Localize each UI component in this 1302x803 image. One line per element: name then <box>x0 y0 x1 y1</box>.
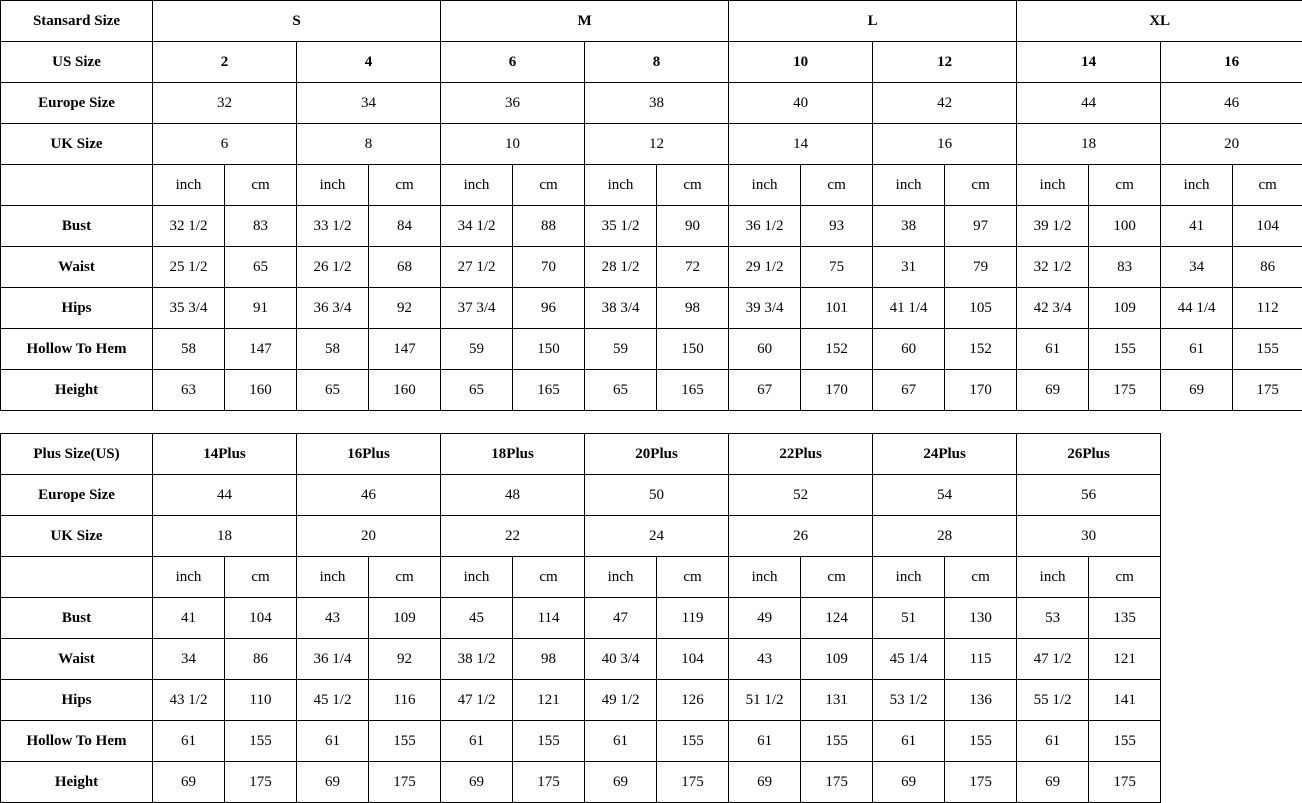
height-cm: 160 <box>369 370 441 411</box>
bust-inch: 49 <box>729 598 801 639</box>
uk-size-value: 30 <box>1017 516 1161 557</box>
uk-size-value: 24 <box>585 516 729 557</box>
height-inch: 69 <box>1161 370 1233 411</box>
hips-cm: 105 <box>945 288 1017 329</box>
waist-cm: 83 <box>1089 247 1161 288</box>
plus-size-table <box>0 433 1161 803</box>
europe-size-value: 36 <box>441 83 585 124</box>
table-row <box>1 124 1302 165</box>
bust-inch: 38 <box>873 206 945 247</box>
hollow-to-hem-inch: 61 <box>441 721 513 762</box>
row-label-waist: Waist <box>1 639 153 680</box>
plus-size-value: 18Plus <box>441 434 585 475</box>
europe-size-value: 50 <box>585 475 729 516</box>
us-size-value: 10 <box>729 42 873 83</box>
waist-cm: 115 <box>945 639 1017 680</box>
unit-label-inch: inch <box>873 165 945 206</box>
unit-label-cm: cm <box>945 165 1017 206</box>
unit-label-inch: inch <box>873 557 945 598</box>
row-label-europe-size: Europe Size <box>1 475 153 516</box>
height-cm: 165 <box>657 370 729 411</box>
hollow-to-hem-inch: 61 <box>153 721 225 762</box>
uk-size-value: 10 <box>441 124 585 165</box>
table-row <box>1 721 1161 762</box>
unit-label-inch: inch <box>153 557 225 598</box>
hips-cm: 92 <box>369 288 441 329</box>
us-size-value: 2 <box>153 42 297 83</box>
hollow-to-hem-inch: 59 <box>585 329 657 370</box>
hollow-to-hem-inch: 61 <box>1017 329 1089 370</box>
hollow-to-hem-cm: 150 <box>657 329 729 370</box>
height-inch: 63 <box>153 370 225 411</box>
row-label-hollow-to-hem: Hollow To Hem <box>1 329 153 370</box>
row-label-uk-size: UK Size <box>1 124 153 165</box>
hollow-to-hem-inch: 58 <box>153 329 225 370</box>
waist-cm: 65 <box>225 247 297 288</box>
hips-cm: 109 <box>1089 288 1161 329</box>
waist-cm: 86 <box>225 639 297 680</box>
hollow-to-hem-cm: 152 <box>945 329 1017 370</box>
europe-size-value: 32 <box>153 83 297 124</box>
table-row <box>1 639 1161 680</box>
hollow-to-hem-cm: 155 <box>1233 329 1302 370</box>
height-cm: 175 <box>513 762 585 803</box>
unit-label-cm: cm <box>657 165 729 206</box>
hollow-to-hem-inch: 61 <box>873 721 945 762</box>
hollow-to-hem-cm: 155 <box>513 721 585 762</box>
waist-cm: 68 <box>369 247 441 288</box>
unit-label-cm: cm <box>801 165 873 206</box>
height-cm: 165 <box>513 370 585 411</box>
waist-cm: 75 <box>801 247 873 288</box>
uk-size-value: 6 <box>153 124 297 165</box>
height-cm: 175 <box>945 762 1017 803</box>
hips-cm: 112 <box>1233 288 1302 329</box>
waist-inch: 36 1/4 <box>297 639 369 680</box>
hips-inch: 51 1/2 <box>729 680 801 721</box>
waist-inch: 32 1/2 <box>1017 247 1089 288</box>
unit-label-cm: cm <box>369 165 441 206</box>
row-label-hips: Hips <box>1 288 153 329</box>
hollow-to-hem-cm: 152 <box>801 329 873 370</box>
unit-row-label-empty <box>1 165 153 206</box>
row-label-standard-size: Stansard Size <box>1 1 153 42</box>
europe-size-value: 38 <box>585 83 729 124</box>
hollow-to-hem-inch: 61 <box>1017 721 1089 762</box>
height-cm: 160 <box>225 370 297 411</box>
bust-inch: 32 1/2 <box>153 206 225 247</box>
unit-label-inch: inch <box>297 557 369 598</box>
uk-size-value: 8 <box>297 124 441 165</box>
bust-cm: 124 <box>801 598 873 639</box>
waist-cm: 98 <box>513 639 585 680</box>
height-inch: 67 <box>873 370 945 411</box>
europe-size-value: 48 <box>441 475 585 516</box>
waist-inch: 38 1/2 <box>441 639 513 680</box>
row-label-us-size: US Size <box>1 42 153 83</box>
bust-cm: 109 <box>369 598 441 639</box>
unit-label-cm: cm <box>225 557 297 598</box>
unit-label-cm: cm <box>657 557 729 598</box>
plus-size-value: 14Plus <box>153 434 297 475</box>
europe-size-value: 40 <box>729 83 873 124</box>
row-label-uk-size: UK Size <box>1 516 153 557</box>
bust-inch: 41 <box>1161 206 1233 247</box>
europe-size-value: 54 <box>873 475 1017 516</box>
europe-size-value: 56 <box>1017 475 1161 516</box>
unit-label-inch: inch <box>1017 165 1089 206</box>
height-inch: 69 <box>1017 370 1089 411</box>
hollow-to-hem-inch: 61 <box>1161 329 1233 370</box>
bust-cm: 97 <box>945 206 1017 247</box>
height-inch: 69 <box>297 762 369 803</box>
height-inch: 69 <box>153 762 225 803</box>
hollow-to-hem-cm: 155 <box>945 721 1017 762</box>
bust-inch: 34 1/2 <box>441 206 513 247</box>
hips-inch: 43 1/2 <box>153 680 225 721</box>
height-cm: 175 <box>657 762 729 803</box>
table-row <box>1 370 1302 411</box>
table-row <box>1 475 1161 516</box>
us-size-value: 4 <box>297 42 441 83</box>
size-group-l: L <box>729 1 1017 42</box>
row-label-bust: Bust <box>1 206 153 247</box>
table-row <box>1 42 1302 83</box>
unit-label-inch: inch <box>585 557 657 598</box>
unit-label-cm: cm <box>513 165 585 206</box>
uk-size-value: 12 <box>585 124 729 165</box>
hollow-to-hem-inch: 58 <box>297 329 369 370</box>
bust-cm: 93 <box>801 206 873 247</box>
height-inch: 65 <box>441 370 513 411</box>
size-group-xl: XL <box>1017 1 1302 42</box>
hips-inch: 37 3/4 <box>441 288 513 329</box>
row-label-height: Height <box>1 762 153 803</box>
waist-inch: 26 1/2 <box>297 247 369 288</box>
hollow-to-hem-cm: 155 <box>225 721 297 762</box>
hips-inch: 47 1/2 <box>441 680 513 721</box>
bust-inch: 39 1/2 <box>1017 206 1089 247</box>
bust-cm: 83 <box>225 206 297 247</box>
hollow-to-hem-inch: 59 <box>441 329 513 370</box>
hips-cm: 96 <box>513 288 585 329</box>
bust-cm: 114 <box>513 598 585 639</box>
hips-inch: 36 3/4 <box>297 288 369 329</box>
hips-cm: 101 <box>801 288 873 329</box>
hips-cm: 110 <box>225 680 297 721</box>
unit-label-cm: cm <box>945 557 1017 598</box>
bust-inch: 53 <box>1017 598 1089 639</box>
waist-inch: 40 3/4 <box>585 639 657 680</box>
unit-label-cm: cm <box>369 557 441 598</box>
bust-cm: 119 <box>657 598 729 639</box>
waist-inch: 28 1/2 <box>585 247 657 288</box>
hips-inch: 45 1/2 <box>297 680 369 721</box>
table-row <box>1 206 1302 247</box>
table-row <box>1 598 1161 639</box>
europe-size-value: 44 <box>1017 83 1161 124</box>
height-cm: 170 <box>945 370 1017 411</box>
uk-size-value: 20 <box>1161 124 1302 165</box>
hips-inch: 44 1/4 <box>1161 288 1233 329</box>
unit-label-inch: inch <box>729 165 801 206</box>
row-label-bust: Bust <box>1 598 153 639</box>
hips-cm: 126 <box>657 680 729 721</box>
uk-size-value: 28 <box>873 516 1017 557</box>
europe-size-value: 46 <box>1161 83 1302 124</box>
hollow-to-hem-cm: 155 <box>801 721 873 762</box>
table-row <box>1 1 1302 42</box>
height-cm: 175 <box>1089 762 1161 803</box>
unit-label-inch: inch <box>1161 165 1233 206</box>
bust-cm: 88 <box>513 206 585 247</box>
bust-inch: 47 <box>585 598 657 639</box>
hips-cm: 141 <box>1089 680 1161 721</box>
plus-size-value: 26Plus <box>1017 434 1161 475</box>
waist-inch: 34 <box>153 639 225 680</box>
unit-label-cm: cm <box>1089 557 1161 598</box>
uk-size-value: 26 <box>729 516 873 557</box>
bust-cm: 130 <box>945 598 1017 639</box>
table-row <box>1 329 1302 370</box>
uk-size-value: 16 <box>873 124 1017 165</box>
height-inch: 69 <box>873 762 945 803</box>
waist-cm: 79 <box>945 247 1017 288</box>
height-inch: 69 <box>729 762 801 803</box>
hollow-to-hem-inch: 61 <box>297 721 369 762</box>
height-inch: 67 <box>729 370 801 411</box>
height-cm: 170 <box>801 370 873 411</box>
us-size-value: 6 <box>441 42 585 83</box>
height-cm: 175 <box>801 762 873 803</box>
bust-cm: 135 <box>1089 598 1161 639</box>
hollow-to-hem-cm: 155 <box>1089 329 1161 370</box>
table-row <box>1 516 1161 557</box>
hips-inch: 55 1/2 <box>1017 680 1089 721</box>
waist-inch: 34 <box>1161 247 1233 288</box>
unit-label-inch: inch <box>441 165 513 206</box>
hips-cm: 91 <box>225 288 297 329</box>
unit-label-inch: inch <box>297 165 369 206</box>
hips-inch: 49 1/2 <box>585 680 657 721</box>
row-label-height: Height <box>1 370 153 411</box>
height-cm: 175 <box>225 762 297 803</box>
unit-label-inch: inch <box>585 165 657 206</box>
hollow-to-hem-cm: 150 <box>513 329 585 370</box>
hollow-to-hem-cm: 147 <box>225 329 297 370</box>
bust-inch: 36 1/2 <box>729 206 801 247</box>
row-label-hips: Hips <box>1 680 153 721</box>
bust-cm: 104 <box>225 598 297 639</box>
europe-size-value: 44 <box>153 475 297 516</box>
europe-size-value: 52 <box>729 475 873 516</box>
hips-inch: 53 1/2 <box>873 680 945 721</box>
europe-size-value: 42 <box>873 83 1017 124</box>
table-row <box>1 165 1302 206</box>
unit-label-cm: cm <box>1089 165 1161 206</box>
waist-cm: 104 <box>657 639 729 680</box>
height-inch: 65 <box>585 370 657 411</box>
waist-cm: 92 <box>369 639 441 680</box>
height-inch: 65 <box>297 370 369 411</box>
hollow-to-hem-cm: 147 <box>369 329 441 370</box>
us-size-value: 8 <box>585 42 729 83</box>
waist-inch: 45 1/4 <box>873 639 945 680</box>
size-group-m: M <box>441 1 729 42</box>
bust-inch: 35 1/2 <box>585 206 657 247</box>
height-inch: 69 <box>585 762 657 803</box>
row-label-hollow-to-hem: Hollow To Hem <box>1 721 153 762</box>
us-size-value: 14 <box>1017 42 1161 83</box>
hips-inch: 39 3/4 <box>729 288 801 329</box>
bust-inch: 41 <box>153 598 225 639</box>
size-group-s: S <box>153 1 441 42</box>
bust-inch: 33 1/2 <box>297 206 369 247</box>
waist-cm: 109 <box>801 639 873 680</box>
height-inch: 69 <box>1017 762 1089 803</box>
waist-cm: 70 <box>513 247 585 288</box>
row-label-europe-size: Europe Size <box>1 83 153 124</box>
waist-inch: 25 1/2 <box>153 247 225 288</box>
plus-size-value: 24Plus <box>873 434 1017 475</box>
hips-inch: 35 3/4 <box>153 288 225 329</box>
uk-size-value: 18 <box>1017 124 1161 165</box>
us-size-value: 16 <box>1161 42 1302 83</box>
bust-inch: 45 <box>441 598 513 639</box>
uk-size-value: 18 <box>153 516 297 557</box>
europe-size-value: 34 <box>297 83 441 124</box>
waist-inch: 31 <box>873 247 945 288</box>
waist-inch: 43 <box>729 639 801 680</box>
table-row <box>1 680 1161 721</box>
unit-row-label-empty <box>1 557 153 598</box>
hollow-to-hem-inch: 60 <box>873 329 945 370</box>
height-cm: 175 <box>369 762 441 803</box>
hollow-to-hem-inch: 61 <box>585 721 657 762</box>
table-row <box>1 247 1302 288</box>
waist-cm: 121 <box>1089 639 1161 680</box>
plus-size-value: 22Plus <box>729 434 873 475</box>
hollow-to-hem-inch: 61 <box>729 721 801 762</box>
height-cm: 175 <box>1233 370 1302 411</box>
unit-label-inch: inch <box>1017 557 1089 598</box>
unit-label-cm: cm <box>1233 165 1302 206</box>
waist-inch: 47 1/2 <box>1017 639 1089 680</box>
bust-cm: 90 <box>657 206 729 247</box>
unit-label-inch: inch <box>441 557 513 598</box>
bust-inch: 43 <box>297 598 369 639</box>
hips-cm: 116 <box>369 680 441 721</box>
uk-size-value: 14 <box>729 124 873 165</box>
hips-inch: 41 1/4 <box>873 288 945 329</box>
unit-label-cm: cm <box>513 557 585 598</box>
hollow-to-hem-cm: 155 <box>369 721 441 762</box>
bust-cm: 84 <box>369 206 441 247</box>
bust-cm: 100 <box>1089 206 1161 247</box>
table-row <box>1 557 1161 598</box>
waist-inch: 27 1/2 <box>441 247 513 288</box>
hips-cm: 136 <box>945 680 1017 721</box>
uk-size-value: 20 <box>297 516 441 557</box>
hips-inch: 38 3/4 <box>585 288 657 329</box>
hollow-to-hem-inch: 60 <box>729 329 801 370</box>
hollow-to-hem-cm: 155 <box>657 721 729 762</box>
europe-size-value: 46 <box>297 475 441 516</box>
uk-size-value: 22 <box>441 516 585 557</box>
waist-inch: 29 1/2 <box>729 247 801 288</box>
unit-label-inch: inch <box>153 165 225 206</box>
hips-inch: 42 3/4 <box>1017 288 1089 329</box>
unit-label-cm: cm <box>225 165 297 206</box>
table-row <box>1 434 1161 475</box>
plus-size-value: 20Plus <box>585 434 729 475</box>
waist-cm: 86 <box>1233 247 1302 288</box>
us-size-value: 12 <box>873 42 1017 83</box>
bust-cm: 104 <box>1233 206 1302 247</box>
table-row <box>1 288 1302 329</box>
unit-label-cm: cm <box>801 557 873 598</box>
unit-label-inch: inch <box>729 557 801 598</box>
row-label-waist: Waist <box>1 247 153 288</box>
bust-inch: 51 <box>873 598 945 639</box>
height-cm: 175 <box>1089 370 1161 411</box>
hips-cm: 121 <box>513 680 585 721</box>
hips-cm: 131 <box>801 680 873 721</box>
plus-size-value: 16Plus <box>297 434 441 475</box>
table-gap <box>0 411 1302 433</box>
row-label-plus-size: Plus Size(US) <box>1 434 153 475</box>
waist-cm: 72 <box>657 247 729 288</box>
hips-cm: 98 <box>657 288 729 329</box>
height-inch: 69 <box>441 762 513 803</box>
hollow-to-hem-cm: 155 <box>1089 721 1161 762</box>
table-row <box>1 762 1161 803</box>
table-row <box>1 83 1302 124</box>
